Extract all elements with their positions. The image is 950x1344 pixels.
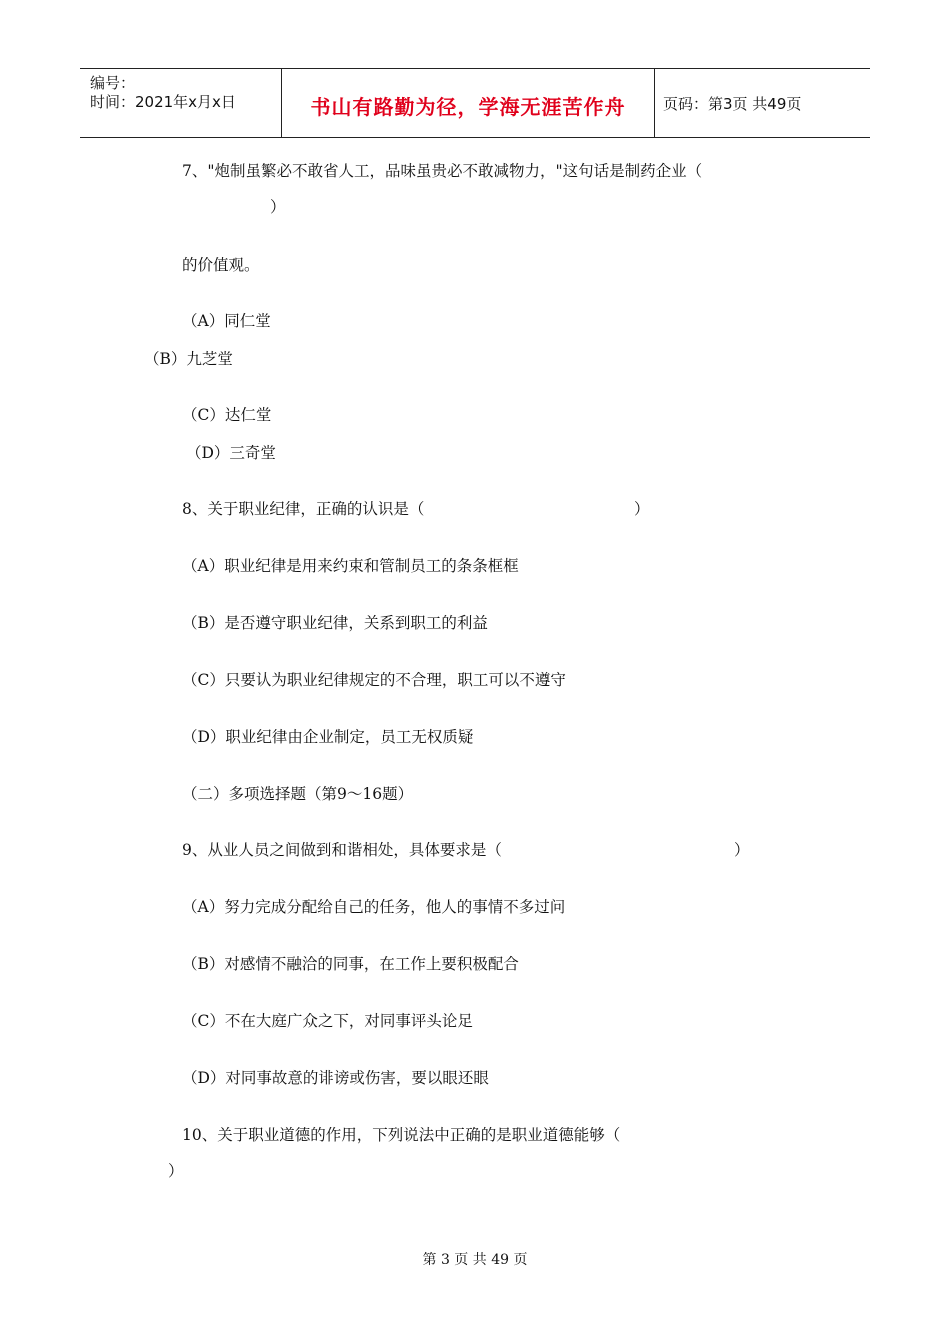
option-8b: （B）是否遵守职业纪律，关系到职工的利益 (182, 614, 488, 632)
question-10-paren-close: ） (168, 1162, 184, 1180)
option-7c: （C）达仁堂 (182, 406, 272, 424)
option-9b: （B）对感情不融洽的同事，在工作上要积极配合 (182, 955, 519, 973)
header-meta-cell (80, 69, 282, 137)
question-7-paren-close: ） (270, 198, 286, 216)
doc-time: 时间：2021年x月x日 (90, 93, 236, 111)
section-heading: （二）多项选择题（第9～16题） (182, 785, 414, 803)
option-8c: （C）只要认为职业纪律规定的不合理，职工可以不遵守 (182, 671, 566, 689)
question-9-text: 9、从业人员之间做到和谐相处，具体要求是（ (182, 841, 502, 859)
doc-number: 编号： (90, 74, 136, 92)
option-9c: （C）不在大庭广众之下，对同事评头论足 (182, 1012, 473, 1030)
option-7d: （D）三奇堂 (186, 444, 276, 462)
option-8d: （D）职业纪律由企业制定，员工无权质疑 (182, 728, 474, 746)
header-page-cell (655, 69, 870, 137)
question-10-text: 10、关于职业道德的作用，下列说法中正确的是职业道德能够（ (182, 1126, 621, 1144)
option-9d: （D）对同事故意的诽谤或伤害，要以眼还眼 (182, 1069, 489, 1087)
question-8-text: 8、关于职业纪律，正确的认识是（ (182, 500, 425, 518)
question-8-paren-close: ） (634, 500, 650, 518)
option-9a: （A）努力完成分配给自己的任务，他人的事情不多过问 (182, 898, 566, 916)
option-8a: （A）职业纪律是用来约束和管制员工的条条框框 (182, 557, 519, 575)
option-7b: （B）九芝堂 (144, 350, 233, 368)
page-footer: 第 3 页 共 49 页 (422, 1252, 528, 1268)
question-7-tail: 的价值观。 (182, 256, 260, 274)
page-indicator: 页码：第3页 共49页 (663, 95, 802, 113)
motto: 书山有路勤为径，学海无涯苦作舟 (310, 95, 626, 119)
header-motto-cell (282, 69, 655, 137)
option-7a: （A）同仁堂 (182, 312, 271, 330)
page-header (80, 68, 870, 138)
question-9-paren-close: ） (734, 841, 750, 859)
question-7-text: 7、"炮制虽繁必不敢省人工，品味虽贵必不敢减物力，"这句话是制药企业（ (182, 162, 703, 180)
